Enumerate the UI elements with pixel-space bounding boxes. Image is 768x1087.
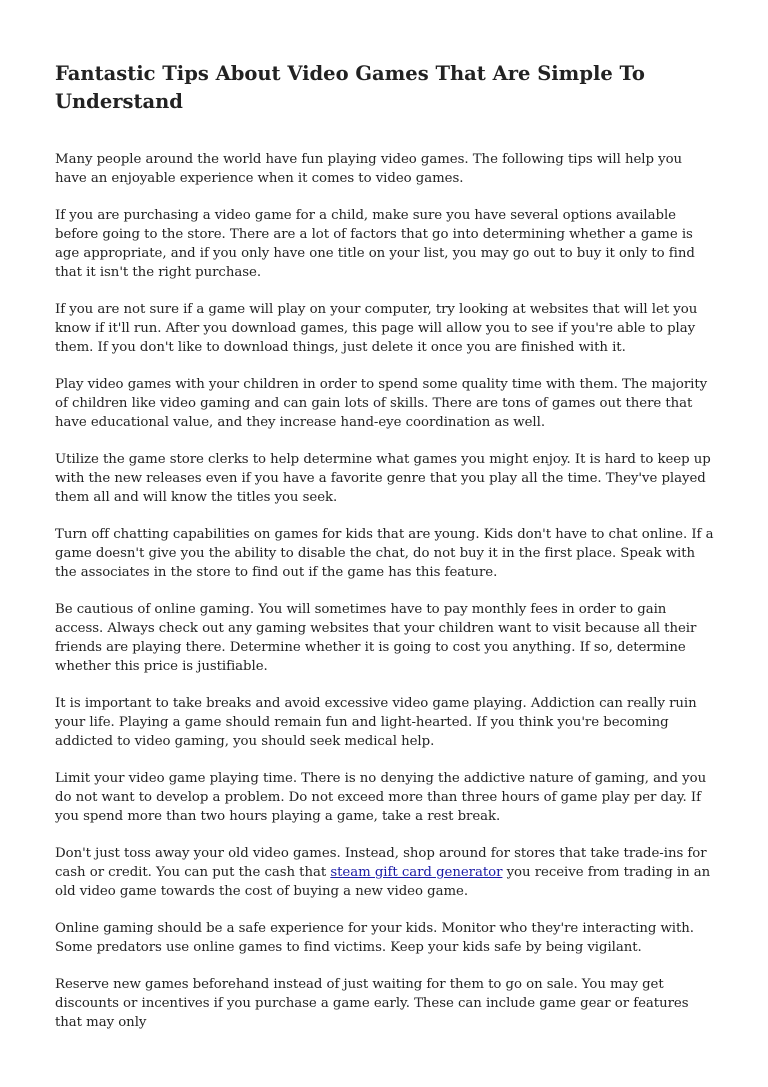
- document-page: [55, 60, 715, 1050]
- paragraph: Utilize the game store clerks to help determine what games you might enjoy. It is hard to keep up with the new releases even if you have a favorite genre that you play all the time. They've played them all and will know the titles you seek.: [55, 452, 711, 505]
- paragraph: Limit your video game playing time. There is no denying the addictive nature of gaming, and you do not want to develop a problem. Do not exceed more than three hours of game play per day. If you spend more than two hours playing a game, take a rest break.: [55, 771, 707, 824]
- paragraph: Turn off chatting capabilities on games for kids that are young. Kids don't have to chat online. If a game doesn't give you the ability to disable the chat, do not buy it in the first place. Speak with the associates in the store to find out if the game has this feature.: [55, 527, 714, 580]
- paragraph-text-before-link: Don't just toss away your old video games. Instead, shop around for stores that take trade-ins for cash or credit. You can put the cash that: [55, 846, 707, 880]
- article-title: Fantastic Tips About Video Games That Are Simple To Understand: [55, 62, 645, 113]
- paragraph: Be cautious of online gaming. You will sometimes have to pay monthly fees in order to gain access. Always check out any gaming websites that your children want to visit because all their friends are playing there. Determine whether it is going to cost you anything. If so, determine whether this price is justifiable.: [55, 602, 697, 674]
- paragraph: Online gaming should be a safe experience for your kids. Monitor who they're interacting with. Some predators use online games to find victims. Keep your kids safe by being vigilant.: [55, 921, 694, 955]
- paragraph: Play video games with your children in order to spend some quality time with them. The majority of children like video gaming and can gain lots of skills. There are tons of games out there that have educational value, and they increase hand-eye coordination as well.: [55, 377, 708, 430]
- steam-gift-card-link[interactable]: steam gift card generator: [330, 865, 503, 880]
- paragraph: If you are purchasing a video game for a child, make sure you have several options available before going to the store. There are a lot of factors that go into determining whether a game is age appropriate, and if you only have one title on your list, you may go out to buy it only to find that it isn't the right purchase.: [55, 208, 695, 280]
- paragraph-text-after-link: you receive from trading in an old video game towards the cost of buying a new video game.: [55, 865, 711, 899]
- paragraph: Many people around the world have fun playing video games. The following tips will help you have an enjoyable experience when it comes to video games.: [55, 152, 683, 186]
- paragraph: It is important to take breaks and avoid excessive video game playing. Addiction can really ruin your life. Playing a game should remain fun and light-hearted. If you think you're becoming addicted to video gaming, you should seek medical help.: [55, 696, 697, 749]
- paragraph: Reserve new games beforehand instead of just waiting for them to go on sale. You may get discounts or incentives if you purchase a game early. These can include game gear or features that may only: [55, 977, 689, 1030]
- paragraph-with-link: [55, 844, 715, 901]
- paragraph: If you are not sure if a game will play on your computer, try looking at websites that will let you know if it'll run. After you download games, this page will allow you to see if you're able to play them. If you don't like to download things, just delete it once you are finished with it.: [55, 302, 698, 355]
